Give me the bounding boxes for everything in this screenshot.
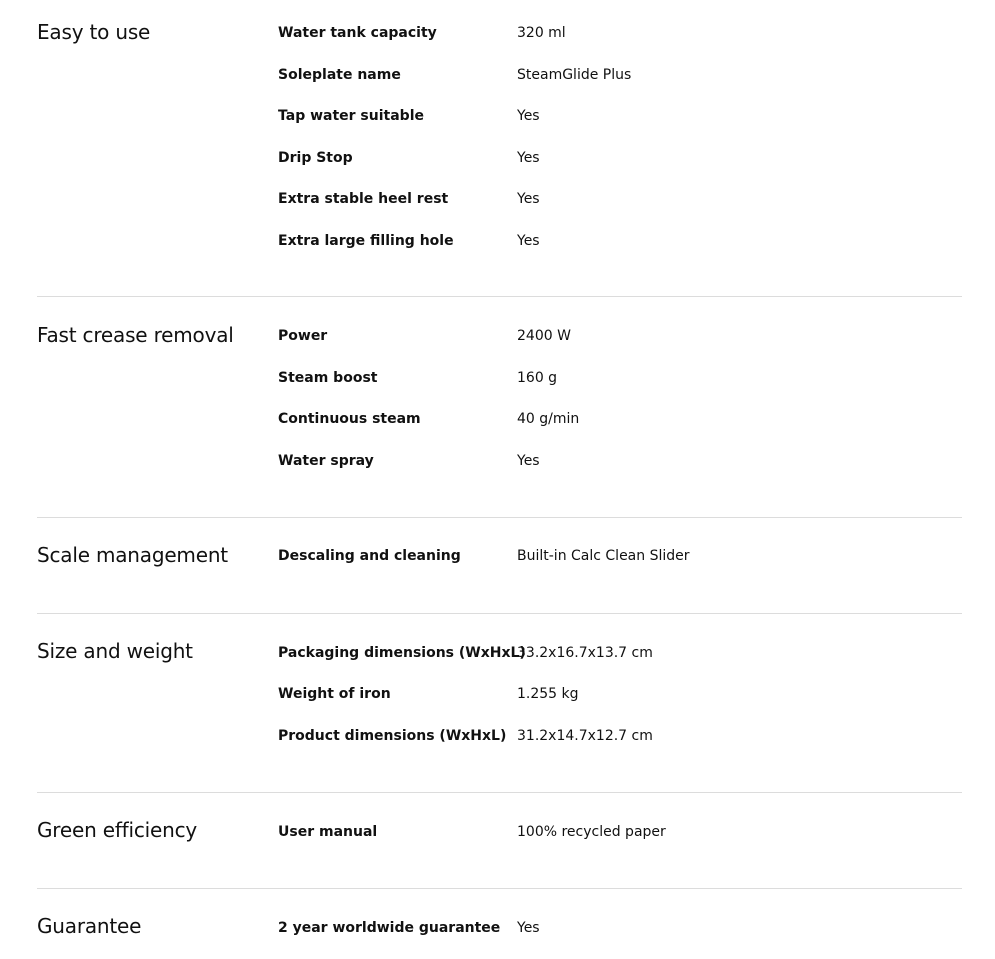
spec-section-size-and-weight xyxy=(37,614,962,793)
spec-value: Yes xyxy=(517,191,540,207)
spec-label: 2 year worldwide guarantee xyxy=(278,920,501,936)
spec-row xyxy=(278,645,962,665)
spec-row xyxy=(278,920,962,940)
spec-row xyxy=(278,328,962,348)
spec-label: Tap water suitable xyxy=(278,108,424,124)
spec-row xyxy=(278,824,962,844)
spec-value: 320 ml xyxy=(517,25,566,41)
section-title: Guarantee xyxy=(37,914,142,938)
spec-label: Water spray xyxy=(278,453,374,469)
spec-label: Extra large filling hole xyxy=(278,233,454,249)
spec-value: 1.255 kg xyxy=(517,686,579,702)
spec-label: Descaling and cleaning xyxy=(278,548,461,564)
spec-value: Yes xyxy=(517,453,540,469)
spec-row xyxy=(278,728,962,748)
spec-label: Continuous steam xyxy=(278,411,421,427)
spec-section-easy-to-use xyxy=(37,0,962,297)
section-title: Easy to use xyxy=(37,20,151,44)
spec-row xyxy=(278,548,962,568)
spec-row xyxy=(278,67,962,87)
spec-label: Extra stable heel rest xyxy=(278,191,449,207)
spec-section-green-efficiency xyxy=(37,793,962,889)
section-title: Size and weight xyxy=(37,639,193,663)
spec-value: 40 g/min xyxy=(517,411,580,427)
spec-row xyxy=(278,150,962,170)
spec-value: 33.2x16.7x13.7 cm xyxy=(517,645,653,661)
spec-section-fast-crease-removal xyxy=(37,297,962,518)
spec-value: Yes xyxy=(517,920,540,936)
spec-value: 100% recycled paper xyxy=(517,824,666,840)
spec-row xyxy=(278,233,962,253)
spec-value: Yes xyxy=(517,108,540,124)
spec-section-guarantee xyxy=(37,889,962,959)
spec-section-scale-management xyxy=(37,518,962,614)
spec-row xyxy=(278,411,962,431)
spec-row xyxy=(278,686,962,706)
spec-row xyxy=(278,191,962,211)
spec-value: SteamGlide Plus xyxy=(517,67,632,83)
specifications-list xyxy=(37,0,962,959)
spec-value: Yes xyxy=(517,233,540,249)
spec-value: Yes xyxy=(517,150,540,166)
spec-label: Drip Stop xyxy=(278,150,353,166)
spec-value: Built-in Calc Clean Slider xyxy=(517,548,690,564)
spec-row xyxy=(278,453,962,473)
spec-row xyxy=(278,108,962,128)
spec-label: Soleplate name xyxy=(278,67,401,83)
spec-row xyxy=(278,25,962,45)
spec-value: 160 g xyxy=(517,370,558,386)
section-title: Green efficiency xyxy=(37,818,198,842)
section-title: Scale management xyxy=(37,543,228,567)
spec-label: Weight of iron xyxy=(278,686,391,702)
spec-value: 2400 W xyxy=(517,328,571,344)
spec-label: Power xyxy=(278,328,328,344)
spec-label: Water tank capacity xyxy=(278,25,437,41)
spec-label: Packaging dimensions (WxHxL) xyxy=(278,645,526,661)
spec-label: User manual xyxy=(278,824,378,840)
spec-row xyxy=(278,370,962,390)
spec-label: Product dimensions (WxHxL) xyxy=(278,728,507,744)
spec-label: Steam boost xyxy=(278,370,378,386)
section-title: Fast crease removal xyxy=(37,323,234,347)
spec-value: 31.2x14.7x12.7 cm xyxy=(517,728,653,744)
